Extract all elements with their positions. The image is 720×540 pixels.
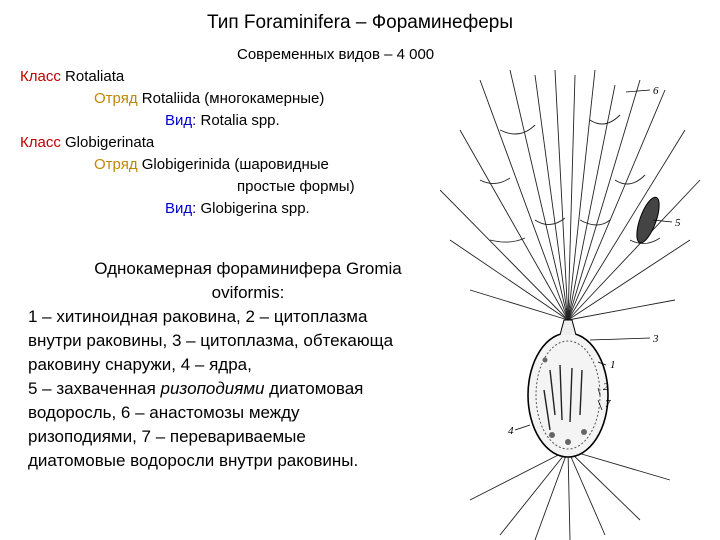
figure-label-4: 4 [508, 425, 514, 437]
order-name: Globigerinida (шаровидные [141, 156, 329, 173]
taxonomy-order-continuation [237, 178, 355, 195]
caption-line [28, 377, 468, 401]
chitinoid-shell [528, 333, 608, 457]
caption-line: 1 – хитиноидная раковина, 2 – цитоплазма [28, 307, 368, 326]
caption-line: внутри раковины, 3 – цитоплазма, обтекающа [28, 331, 394, 350]
caption-line: диатомовые водоросли внутри раковины. [28, 451, 359, 470]
page-title: Тип Foraminifera – Фораминеферы [206, 12, 514, 33]
figure-label-2: 2 [603, 381, 609, 393]
gromia-illustration [440, 70, 710, 540]
species-prefix: Вид: [165, 112, 197, 129]
caption-line: водоросль, 6 – анастомозы между [28, 403, 300, 422]
captured-diatom [632, 195, 663, 246]
caption-text: диатомовая [264, 379, 364, 398]
taxonomy-class-rotaliata [20, 68, 124, 85]
caption-line: раковину снаружи, 4 – ядра, [28, 355, 252, 374]
caption-line: Однокамерная фораминифера Gromia [94, 259, 402, 278]
figure-label-5: 5 [675, 217, 681, 229]
class-name: Rotaliata [65, 68, 125, 85]
taxonomy-class-globigerinata [20, 134, 154, 151]
taxonomy-order-rotaliida [94, 90, 324, 107]
figure-label-3: 3 [653, 333, 659, 345]
species-prefix: Вид: [165, 200, 197, 217]
taxonomy-species-rotalia [165, 112, 280, 129]
figure-caption [28, 257, 468, 473]
caption-line: oviformis: [211, 283, 285, 302]
class-prefix: Класс [20, 134, 61, 151]
caption-line: ризоподиями, 7 – перевариваемые [28, 427, 306, 446]
figure-label-7: 7 [605, 398, 611, 410]
class-name: Globigerinata [65, 134, 155, 151]
caption-text: 5 – захваченная [28, 379, 161, 398]
caption-italic: ризоподиями [160, 379, 265, 398]
order-prefix: Отряд [94, 156, 138, 173]
page-subtitle: Современных видов – 4 000 [237, 46, 435, 63]
class-prefix: Класс [20, 68, 61, 85]
taxonomy-order-globigerinida [94, 156, 329, 173]
figure-label-1: 1 [610, 359, 616, 371]
species-name: Rotalia spp. [200, 112, 280, 129]
taxonomy-species-globigerina [165, 200, 310, 217]
order-prefix: Отряд [94, 90, 138, 107]
order-name-continuation: простые формы) [237, 178, 355, 195]
species-name: Globigerina spp. [200, 200, 310, 217]
figure-label-6: 6 [653, 85, 659, 97]
rhizopodia-network [440, 70, 700, 540]
order-name: Rotaliida (многокамерные) [141, 90, 325, 107]
shell-aperture [560, 320, 576, 335]
